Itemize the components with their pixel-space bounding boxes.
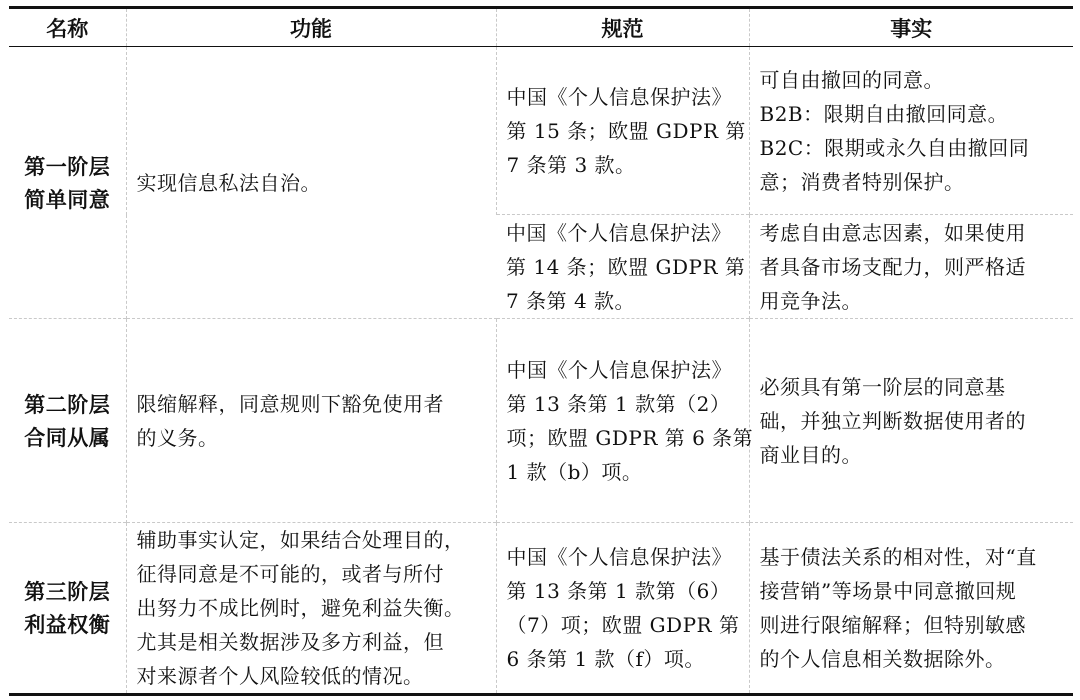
table-row xyxy=(9,47,1073,215)
tier3-name-line: 利益权衡 xyxy=(24,612,111,637)
tier3-fact-line: 的个人信息相关数据除外。 xyxy=(759,647,1006,671)
tier2-fact-cell xyxy=(749,319,1073,523)
tier1b-norm-line: 第 14 条；欧盟 GDPR 第 xyxy=(506,254,746,279)
tier2-function-cell xyxy=(126,319,496,523)
table-row xyxy=(9,523,1073,695)
comparison-table xyxy=(9,6,1073,696)
tier3-norm-line: 6 条第 1 款（f）项。 xyxy=(506,647,705,671)
tier1a-fact-line: 意；消费者特别保护。 xyxy=(759,169,965,194)
tier2-norm-cell xyxy=(496,319,754,523)
tier3-function-line: 征得同意是不可能的，或者与所付 xyxy=(136,562,444,586)
tier2-fact-line: 必须具有第一阶层的同意基 xyxy=(759,374,1006,399)
tier1b-norm-line: 7 条第 4 款。 xyxy=(506,288,636,313)
tier1a-fact-line: B2C：限期或永久自由撤回同 xyxy=(759,135,1030,160)
table-row xyxy=(9,319,1073,523)
tier3-norm-line: 中国《个人信息保护法》 xyxy=(506,545,732,569)
tier1-name-line: 简单同意 xyxy=(24,186,111,212)
tier1b-fact-line: 考虑自由意志因素，如果使用 xyxy=(759,220,1026,245)
tier1a-norm-cell xyxy=(496,47,749,215)
header-function: 功能 xyxy=(126,8,496,47)
tier3-function-cell xyxy=(126,523,496,695)
tier3-function-line: 尤其是相关数据涉及多方利益，但 xyxy=(136,630,444,654)
header-name: 名称 xyxy=(9,8,126,47)
tier1a-norm-line: 第 15 条；欧盟 GDPR 第 xyxy=(506,118,746,143)
tier3-name-line: 第三阶层 xyxy=(24,579,111,604)
tier3-function-line: 对来源者个人风险较低的情况。 xyxy=(136,664,424,688)
table-container xyxy=(9,6,1073,696)
tier2-norm-line: 中国《个人信息保护法》 xyxy=(506,357,732,382)
header-norm: 规范 xyxy=(496,8,749,47)
tier3-function-line: 出努力不成比例时，避免利益失衡。 xyxy=(136,596,465,620)
header-row xyxy=(9,8,1073,47)
tier3-fact-line: 接营销”等场景中同意撤回规 xyxy=(759,579,1017,603)
tier2-fact-line: 商业目的。 xyxy=(759,442,862,467)
tier2-function-line: 的义务。 xyxy=(136,425,219,450)
tier1a-norm-line: 7 条第 3 款。 xyxy=(506,152,636,177)
tier2-name-line: 合同从属 xyxy=(24,424,111,450)
tier1a-norm-line: 中国《个人信息保护法》 xyxy=(506,84,732,109)
tier2-name-line: 第二阶层 xyxy=(24,391,111,417)
tier1b-fact-line: 用竞争法。 xyxy=(759,288,862,313)
tier1-name-cell xyxy=(9,47,126,319)
tier1-function-line: 实现信息私法自治。 xyxy=(136,170,321,195)
tier2-norm-line: 1 款（b）项。 xyxy=(506,459,643,484)
tier1b-fact-cell xyxy=(749,215,1073,319)
tier1a-fact-cell xyxy=(749,47,1073,215)
tier3-norm-line: （7）项；欧盟 GDPR 第 xyxy=(506,613,740,637)
tier1-function-cell xyxy=(126,47,496,319)
tier2-name-cell xyxy=(9,319,126,523)
tier2-fact-line: 础，并独立判断数据使用者的 xyxy=(759,408,1026,433)
tier1b-norm-line: 中国《个人信息保护法》 xyxy=(506,220,732,245)
tier2-norm-line: 项；欧盟 GDPR 第 6 条第 xyxy=(506,425,754,450)
header-fact: 事实 xyxy=(749,8,1073,47)
tier3-fact-cell xyxy=(749,523,1073,695)
tier1b-fact-line: 者具备市场支配力，则严格适 xyxy=(759,254,1026,279)
tier2-norm-line: 第 13 条第 1 款第（2） xyxy=(506,391,731,416)
tier3-norm-cell xyxy=(496,523,749,695)
tier3-norm-line: 第 13 条第 1 款第（6） xyxy=(506,579,731,603)
tier1-name-line: 第一阶层 xyxy=(24,153,111,179)
tier1b-norm-cell xyxy=(496,215,749,319)
tier1a-fact-line: 可自由撤回的同意。 xyxy=(759,67,944,92)
tier3-function-line: 辅助事实认定，如果结合处理目的， xyxy=(136,528,465,552)
tier3-fact-line: 则进行限缩解释；但特别敏感 xyxy=(759,613,1026,637)
tier1a-fact-line: B2B：限期自由撤回同意。 xyxy=(759,101,1009,126)
tier2-function-line: 限缩解释，同意规则下豁免使用者 xyxy=(136,391,444,416)
tier3-name-cell xyxy=(9,523,126,695)
tier3-fact-line: 基于债法关系的相对性，对“直 xyxy=(759,545,1037,569)
